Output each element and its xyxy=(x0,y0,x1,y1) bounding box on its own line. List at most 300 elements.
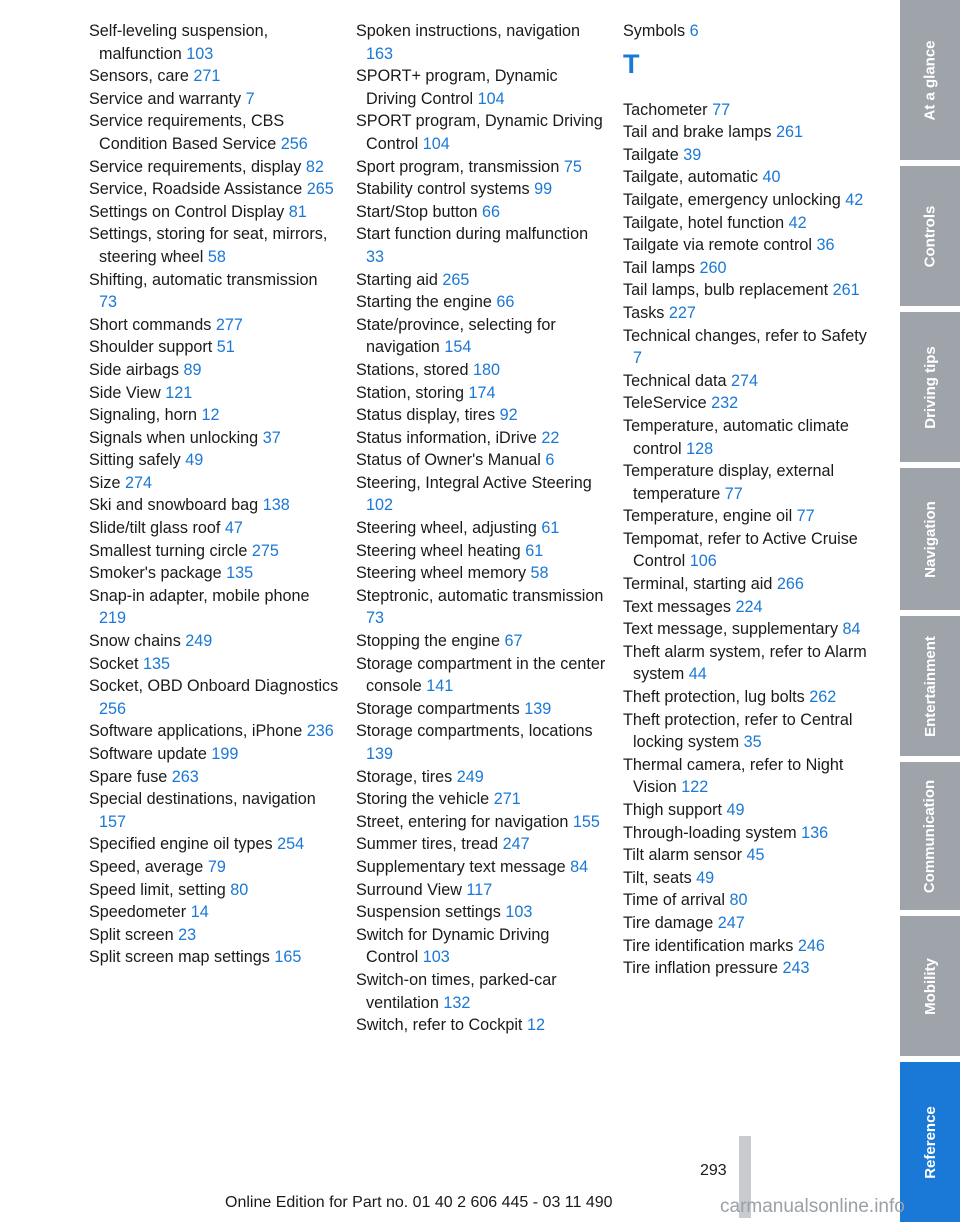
index-page-link[interactable]: 45 xyxy=(746,846,765,865)
index-entry xyxy=(623,618,873,641)
index-entry-text: Speedometer xyxy=(89,903,187,922)
tab-label: At a glance xyxy=(921,39,939,121)
index-page-link[interactable]: 236 xyxy=(306,722,334,741)
index-entry xyxy=(623,325,873,370)
index-entry xyxy=(623,573,873,596)
index-entry xyxy=(89,562,339,585)
index-page-link[interactable]: 44 xyxy=(688,665,707,684)
index-page-link[interactable]: 138 xyxy=(262,496,290,515)
index-entry-text: State/province, selecting for navigation xyxy=(356,315,556,357)
index-page-link[interactable]: 275 xyxy=(251,541,279,560)
index-entry xyxy=(356,382,606,405)
index-entry-text: Steering wheel heating xyxy=(356,541,521,560)
index-page-link[interactable]: 49 xyxy=(726,801,745,819)
index-entry xyxy=(89,110,339,155)
index-page-link[interactable]: 227 xyxy=(668,303,696,322)
index-page-link[interactable]: 174 xyxy=(468,383,496,402)
index-entry-text: Service, Roadside Assistance xyxy=(89,180,303,199)
index-entry-text: Settings, storing for seat, mirrors, steering wheel xyxy=(89,225,328,266)
index-entry-text: Text message, supplementary xyxy=(623,620,839,639)
index-page-link[interactable]: 80 xyxy=(230,880,249,899)
index-page-link[interactable]: 155 xyxy=(572,812,600,831)
index-entry-text: Theft alarm system, refer to Alarm system xyxy=(623,642,867,684)
index-entry xyxy=(623,912,873,935)
index-page-link[interactable]: 33 xyxy=(366,247,385,266)
index-page-link[interactable]: 7 xyxy=(633,349,643,368)
index-entry xyxy=(89,720,339,743)
index-page-link[interactable]: 58 xyxy=(207,247,226,266)
index-entry xyxy=(356,65,606,110)
index-entry xyxy=(356,924,606,969)
index-page-link[interactable]: 84 xyxy=(842,620,861,639)
index-entry xyxy=(89,65,339,88)
index-entry xyxy=(89,856,339,879)
index-entry xyxy=(623,257,873,280)
index-entry-text: Status display, tires xyxy=(356,406,496,425)
index-page-link[interactable]: 154 xyxy=(444,338,472,357)
index-entry-text: Suspension settings xyxy=(356,903,501,922)
index-page-link[interactable]: 40 xyxy=(762,168,781,187)
index-entry xyxy=(623,212,873,235)
index-page-link[interactable]: 61 xyxy=(541,519,560,538)
page-number: 293 xyxy=(700,1162,727,1179)
index-entry-text: Tire identification marks xyxy=(623,936,794,955)
index-entry xyxy=(356,1014,606,1037)
index-page-link[interactable]: 141 xyxy=(426,677,454,696)
index-entry xyxy=(89,788,339,833)
index-entry xyxy=(356,630,606,653)
index-page-link[interactable]: 6 xyxy=(689,22,699,40)
tab-driving-tips[interactable] xyxy=(900,312,960,462)
index-entry-text: Tailgate, emergency unlocking xyxy=(623,190,841,209)
index-page-link[interactable]: 256 xyxy=(280,134,308,153)
tab-controls[interactable] xyxy=(900,166,960,306)
index-entry-text: Socket, OBD Onboard Diagnostics xyxy=(89,677,339,696)
index-entry xyxy=(356,201,606,224)
index-page-link[interactable]: 92 xyxy=(499,406,518,425)
index-entry xyxy=(623,20,873,43)
index-page-link[interactable]: 121 xyxy=(165,383,193,402)
tab-communication[interactable] xyxy=(900,762,960,910)
index-entry-text: Sitting safely xyxy=(89,451,181,470)
index-entry xyxy=(89,88,339,111)
index-entry-text: Technical data xyxy=(623,371,727,390)
index-entry xyxy=(356,833,606,856)
index-entry-text: Theft protection, refer to Central locking system xyxy=(623,710,853,752)
index-entry-text: Storage compartments xyxy=(356,699,520,718)
index-entry-text: Spare fuse xyxy=(89,767,168,786)
index-entry-text: Speed, average xyxy=(89,857,204,876)
tab-label: Navigation xyxy=(921,500,939,578)
tab-reference[interactable] xyxy=(900,1062,960,1222)
index-page-link[interactable]: 79 xyxy=(207,857,226,876)
index-page-link[interactable]: 81 xyxy=(288,202,307,221)
index-entry xyxy=(89,494,339,517)
tab-mobility[interactable] xyxy=(900,916,960,1056)
index-entry-text: TeleService xyxy=(623,394,707,413)
index-letter-heading: T xyxy=(623,48,640,79)
index-entry xyxy=(89,946,339,969)
index-entry xyxy=(89,223,339,268)
index-page-link[interactable]: 165 xyxy=(274,948,302,967)
index-entry xyxy=(356,901,606,924)
index-page-link[interactable]: 77 xyxy=(712,100,731,119)
index-entry-text: Technical changes, refer to Safety xyxy=(623,326,867,345)
index-entry xyxy=(356,766,606,789)
index-entry xyxy=(356,811,606,834)
index-entry xyxy=(623,415,873,460)
index-page-link[interactable]: 66 xyxy=(482,202,501,221)
index-entry xyxy=(623,641,873,686)
index-entry xyxy=(356,472,606,517)
tab-entertainment[interactable] xyxy=(900,616,960,756)
index-entry xyxy=(89,743,339,766)
index-entry xyxy=(89,156,339,179)
index-entry-text: Tire damage xyxy=(623,913,714,932)
index-entry-text: Tire inflation pressure xyxy=(623,959,779,978)
index-page-link[interactable]: 99 xyxy=(534,180,553,199)
index-page-link[interactable]: 139 xyxy=(524,699,552,718)
index-entry-text: Special destinations, navigation xyxy=(89,790,316,809)
index-entry-text: Steering wheel, adjusting xyxy=(356,519,537,538)
index-entry-text: Summer tires, tread xyxy=(356,835,499,854)
index-page-link[interactable]: 254 xyxy=(277,835,305,854)
index-entry-text: Signaling, horn xyxy=(89,406,197,425)
index-entry xyxy=(623,754,873,799)
index-entry-text: Service and warranty xyxy=(89,89,242,108)
index-entry-text: Temperature display, external temperature xyxy=(623,462,835,503)
index-entry xyxy=(356,517,606,540)
index-entry-text: Start function during malfunction xyxy=(356,225,589,244)
index-entry-text: Self-leveling suspension, malfunction xyxy=(89,22,269,63)
index-page-link[interactable]: 104 xyxy=(477,89,505,108)
index-page-link[interactable]: 274 xyxy=(125,473,153,492)
index-entry-text: Short commands xyxy=(89,315,212,334)
index-page-link[interactable]: 66 xyxy=(496,293,515,312)
index-page-link[interactable]: 260 xyxy=(699,258,727,277)
index-page-link[interactable]: 243 xyxy=(782,959,810,978)
index-page-link[interactable]: 265 xyxy=(442,270,470,289)
index-page-link[interactable]: 246 xyxy=(797,936,825,955)
index-entry-text: Spoken instructions, navigation xyxy=(356,22,581,40)
index-entry-text: Slide/tilt glass roof xyxy=(89,519,221,538)
tab-label: Mobility xyxy=(921,957,939,1015)
index-page-link[interactable]: 157 xyxy=(99,812,127,831)
index-entry xyxy=(356,879,606,902)
index-page-link[interactable]: 274 xyxy=(731,371,759,390)
index-page-link[interactable]: 42 xyxy=(845,190,864,209)
index-page-link[interactable]: 139 xyxy=(366,745,394,763)
index-page-link[interactable]: 61 xyxy=(525,541,544,560)
index-entry-text: Steptronic, automatic transmission xyxy=(356,586,604,605)
index-entry-text: Split screen map settings xyxy=(89,948,270,967)
index-entry-text: Symbols xyxy=(623,22,686,40)
tab-label: Entertainment xyxy=(921,635,939,737)
index-page-link[interactable]: 84 xyxy=(570,857,589,876)
index-entry-text: Start/Stop button xyxy=(356,202,478,221)
index-entry-text: Terminal, starting aid xyxy=(623,575,773,594)
index-page-link[interactable]: 265 xyxy=(306,180,334,199)
index-entry-text: Tasks xyxy=(623,303,665,322)
index-entry-text: Smoker's package xyxy=(89,564,222,583)
index-page-link[interactable]: 135 xyxy=(226,564,254,583)
index-entry xyxy=(356,653,606,698)
index-page-link[interactable]: 132 xyxy=(443,993,471,1012)
index-page-link[interactable]: 277 xyxy=(215,315,243,334)
index-entry xyxy=(356,291,606,314)
index-entry-text: Street, entering for navigation xyxy=(356,812,569,831)
index-page-link[interactable]: 73 xyxy=(366,609,385,628)
index-page-link[interactable]: 135 xyxy=(143,654,171,673)
tab-label: Reference xyxy=(921,1105,939,1179)
index-entry-text: Sport program, transmission xyxy=(356,157,560,176)
index-entry-text: Storage, tires xyxy=(356,767,453,786)
index-entry xyxy=(356,314,606,359)
index-page-link[interactable]: 51 xyxy=(216,338,235,357)
index-entry xyxy=(89,359,339,382)
index-entry xyxy=(356,223,606,268)
index-entry xyxy=(356,110,606,155)
index-entry xyxy=(89,201,339,224)
index-page-link[interactable]: 12 xyxy=(526,1016,545,1035)
index-page-link[interactable]: 80 xyxy=(729,891,748,910)
index-page-link[interactable]: 256 xyxy=(99,699,127,718)
index-column-3 xyxy=(623,20,873,980)
index-entry xyxy=(356,178,606,201)
tab-at-a-glance[interactable] xyxy=(900,0,960,160)
tab-label: Driving tips xyxy=(921,345,939,429)
index-column-1 xyxy=(89,20,339,969)
index-entry xyxy=(89,879,339,902)
index-page-link[interactable]: 36 xyxy=(816,236,835,255)
index-page-link[interactable]: 104 xyxy=(422,134,450,153)
index-entry xyxy=(623,709,873,754)
index-entry-text: Tilt, seats xyxy=(623,868,692,887)
index-entry xyxy=(89,382,339,405)
index-entry xyxy=(89,766,339,789)
index-entry-text: Starting aid xyxy=(356,270,438,289)
index-entry xyxy=(623,460,873,505)
index-entry-text: Socket xyxy=(89,654,139,673)
index-entry xyxy=(89,630,339,653)
index-entry-text: Smallest turning circle xyxy=(89,541,248,560)
index-page-link[interactable]: 180 xyxy=(472,360,500,379)
index-entry-text: Supplementary text message xyxy=(356,857,566,876)
index-page-link[interactable]: 199 xyxy=(211,745,239,763)
index-entry xyxy=(623,528,873,573)
index-page-link[interactable]: 39 xyxy=(683,145,702,164)
index-page-link[interactable]: 249 xyxy=(185,632,213,651)
index-entry-text: Tailgate, automatic xyxy=(623,168,758,187)
index-entry xyxy=(356,720,606,765)
index-page-link[interactable]: 82 xyxy=(305,157,324,176)
index-entry-text: Switch, refer to Cockpit xyxy=(356,1016,523,1035)
index-entry xyxy=(356,540,606,563)
index-entry-text: Status of Owner's Manual xyxy=(356,451,541,470)
index-page-link[interactable]: 102 xyxy=(366,496,394,515)
index-page-link[interactable]: 266 xyxy=(776,575,804,594)
index-page-link[interactable]: 49 xyxy=(185,451,204,470)
index-entry xyxy=(356,269,606,292)
index-entry xyxy=(623,279,873,302)
index-entry-text: Tempomat, refer to Active Cruise Control xyxy=(623,529,858,571)
watermark: carmanualsonline.info xyxy=(720,1196,905,1217)
index-page-link[interactable]: 261 xyxy=(775,123,803,142)
index-page-link[interactable]: 47 xyxy=(224,519,243,538)
index-entry-text: Stations, stored xyxy=(356,360,469,379)
index-page-link[interactable]: 103 xyxy=(422,948,450,967)
index-entry xyxy=(89,314,339,337)
index-page-link[interactable]: 22 xyxy=(541,428,560,447)
index-entry-text: Steering wheel memory xyxy=(356,564,527,583)
index-page-link[interactable]: 77 xyxy=(796,507,815,526)
tab-navigation[interactable] xyxy=(900,468,960,610)
index-entry xyxy=(623,302,873,325)
index-entry xyxy=(89,924,339,947)
index-entry-text: Switch-on times, parked-car ventilation xyxy=(356,970,557,1012)
index-entry-text: Snap-in adapter, mobile phone xyxy=(89,586,310,605)
index-entry-text: Stopping the engine xyxy=(356,632,501,651)
index-page-link[interactable]: 263 xyxy=(171,767,199,786)
index-entry-text: Tail lamps, bulb replacement xyxy=(623,281,829,300)
index-entry xyxy=(89,833,339,856)
index-entry-text: Shifting, automatic transmission xyxy=(89,270,318,289)
index-entry xyxy=(89,472,339,495)
index-entry-text: Through-loading system xyxy=(623,823,797,842)
index-entry-text: Tilt alarm sensor xyxy=(623,846,743,865)
index-entry xyxy=(356,698,606,721)
index-entry-text: Storing the vehicle xyxy=(356,790,490,809)
index-entry xyxy=(623,889,873,912)
index-entry-text: Tailgate via remote control xyxy=(623,236,812,255)
index-entry xyxy=(356,404,606,427)
index-entry xyxy=(89,404,339,427)
index-entry-text: Storage compartments, locations xyxy=(356,722,593,741)
index-entry-text: Tailgate, hotel function xyxy=(623,213,785,232)
index-entry xyxy=(89,540,339,563)
index-entry-text: Theft protection, lug bolts xyxy=(623,688,805,707)
index-column-2 xyxy=(356,20,606,1037)
index-page-link[interactable]: 103 xyxy=(505,903,533,922)
index-page-link[interactable]: 75 xyxy=(563,157,582,176)
index-entry-text: Status information, iDrive xyxy=(356,428,537,447)
index-entry xyxy=(623,957,873,980)
index-entry xyxy=(89,517,339,540)
index-page-link[interactable]: 247 xyxy=(502,835,530,854)
index-entry xyxy=(89,901,339,924)
index-page-link[interactable]: 224 xyxy=(735,597,763,616)
index-entry-text: Tachometer xyxy=(623,100,708,119)
index-page-link[interactable]: 271 xyxy=(493,790,521,809)
index-page-link[interactable]: 136 xyxy=(801,823,829,842)
index-entry xyxy=(623,392,873,415)
index-entry-text: Tail and brake lamps xyxy=(623,123,772,142)
index-page-link[interactable]: 77 xyxy=(724,484,743,503)
index-entry xyxy=(356,359,606,382)
index-page-link[interactable]: 106 xyxy=(689,552,717,571)
index-page-link[interactable]: 247 xyxy=(717,913,745,932)
index-entry-text: Signals when unlocking xyxy=(89,428,259,447)
index-page-link[interactable]: 103 xyxy=(186,44,214,63)
index-entry xyxy=(356,585,606,630)
index-page-link[interactable]: 37 xyxy=(262,428,281,447)
index-entry xyxy=(356,156,606,179)
index-page-link[interactable]: 67 xyxy=(504,632,523,651)
index-entry-text: Split screen xyxy=(89,925,174,944)
index-entry xyxy=(623,822,873,845)
index-entry-text: Starting the engine xyxy=(356,293,492,312)
index-page-link[interactable]: 12 xyxy=(201,406,220,425)
index-entry-text: Service requirements, CBS Condition Based Service xyxy=(89,112,285,153)
index-entry-text: SPORT program, Dynamic Driving Control xyxy=(356,112,603,153)
index-entry xyxy=(623,144,873,167)
index-entry xyxy=(623,596,873,619)
section-tabs-sidebar xyxy=(900,0,960,1222)
index-page-link[interactable]: 49 xyxy=(696,868,715,887)
index-page-link[interactable]: 6 xyxy=(545,451,555,470)
index-entry-text: Speed limit, setting xyxy=(89,880,226,899)
index-entry-text: Service requirements, display xyxy=(89,157,302,176)
index-entry-text: Side airbags xyxy=(89,360,179,379)
index-page-link[interactable]: 122 xyxy=(681,778,709,797)
index-page-link[interactable]: 271 xyxy=(193,67,221,86)
index-entry-text: Snow chains xyxy=(89,632,181,651)
index-entry-text: Settings on Control Display xyxy=(89,202,285,221)
index-page-link[interactable]: 42 xyxy=(788,213,807,232)
index-entry-text: Stability control systems xyxy=(356,180,530,199)
index-page-link[interactable]: 73 xyxy=(99,293,118,312)
index-page-link[interactable]: 117 xyxy=(466,880,493,899)
index-entry-text: Temperature, automatic climate control xyxy=(623,416,849,458)
index-page-link[interactable]: 262 xyxy=(809,688,837,707)
index-entry xyxy=(356,449,606,472)
index-page-link[interactable]: 219 xyxy=(99,609,127,628)
index-entry xyxy=(623,935,873,958)
index-entry xyxy=(89,20,339,65)
index-entry xyxy=(89,178,339,201)
index-page-link[interactable]: 23 xyxy=(178,925,197,944)
index-page-link[interactable]: 128 xyxy=(686,439,714,458)
index-entry-text: Ski and snowboard bag xyxy=(89,496,259,515)
index-entry xyxy=(623,234,873,257)
index-page-link[interactable]: 232 xyxy=(711,394,739,413)
index-page-link[interactable]: 163 xyxy=(366,44,394,63)
index-entry xyxy=(623,505,873,528)
index-entry-text: Sensors, care xyxy=(89,67,189,86)
index-entry xyxy=(356,562,606,585)
index-entry-text: Thermal camera, refer to Night Vision xyxy=(623,755,844,797)
footer-edition: Online Edition for Part no. 01 40 2 606 445 - 03 11 490 xyxy=(225,1194,613,1211)
index-entry xyxy=(89,585,339,630)
index-page-link[interactable]: 249 xyxy=(456,767,484,786)
index-page-link[interactable]: 261 xyxy=(832,281,860,300)
index-entry-text: Side View xyxy=(89,383,161,402)
index-entry xyxy=(356,969,606,1014)
index-entry xyxy=(623,867,873,890)
index-entry xyxy=(623,189,873,212)
index-page-link[interactable]: 7 xyxy=(245,89,255,108)
index-page-link[interactable]: 89 xyxy=(183,360,202,379)
index-entry xyxy=(623,686,873,709)
index-page-link[interactable]: 58 xyxy=(530,564,549,583)
index-page-link[interactable]: 35 xyxy=(743,733,762,752)
index-page-link[interactable]: 14 xyxy=(190,903,209,922)
index-entry-text: SPORT+ program, Dynamic Driving Control xyxy=(356,67,558,108)
index-entry-text: Tail lamps xyxy=(623,258,695,277)
index-entry-text: Shoulder support xyxy=(89,338,213,357)
index-entry-text: Steering, Integral Active Steering xyxy=(356,473,592,492)
index-entry xyxy=(623,121,873,144)
